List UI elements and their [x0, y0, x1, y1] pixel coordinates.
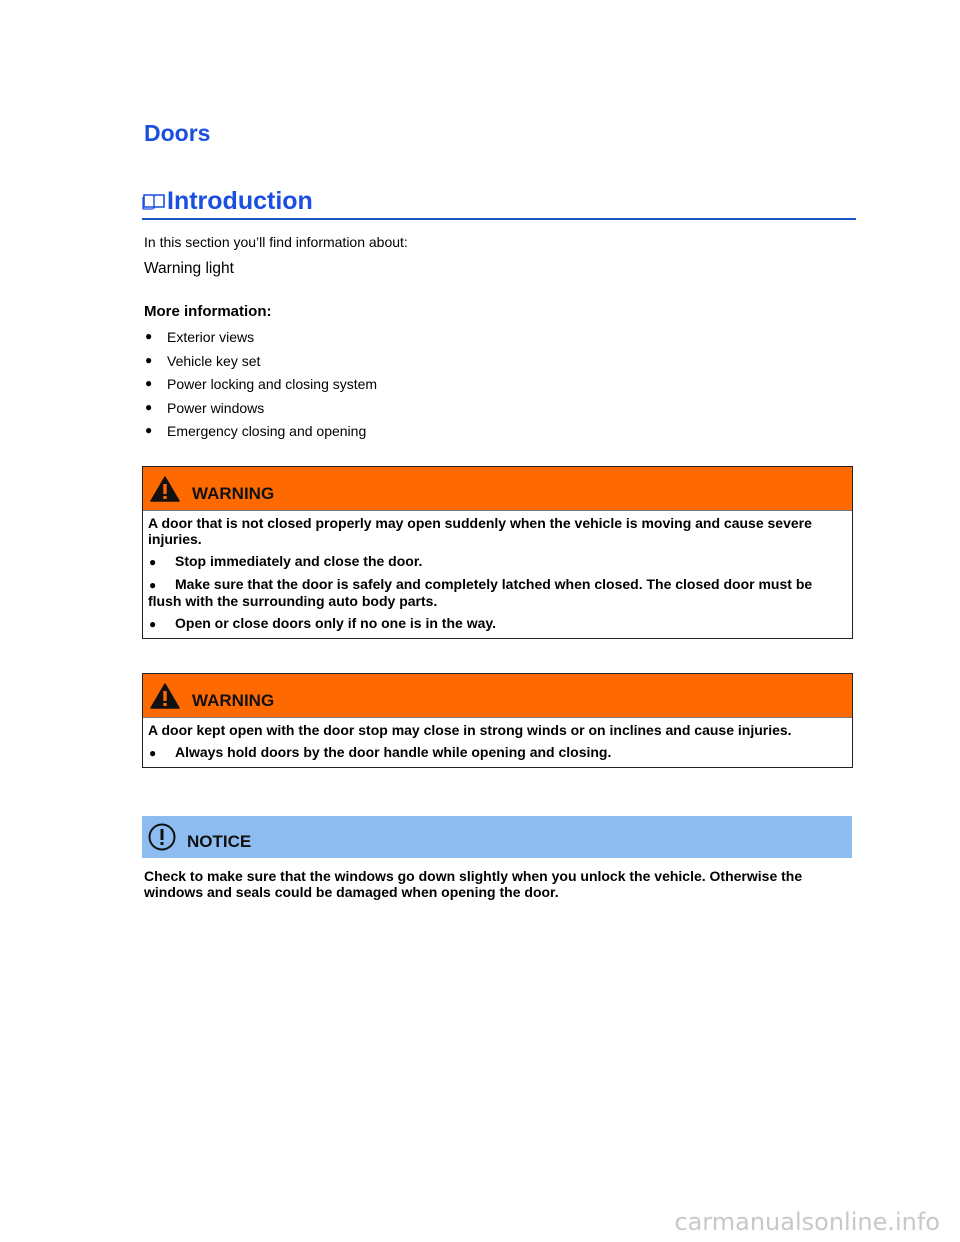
more-information-heading: More information: — [144, 303, 272, 320]
intro-text: In this section you’ll find information about: — [144, 234, 408, 250]
list-item-label: Power locking and closing system — [167, 376, 378, 392]
warning-bullet: ● Make sure that the door is safely and completely latched when closed. The closed door must be flush with the surrounding auto body parts. — [148, 576, 813, 609]
more-information-list — [144, 329, 377, 447]
notice-box — [142, 816, 852, 900]
warning-body — [143, 718, 852, 767]
bullet-icon: ● — [145, 329, 153, 343]
warning-light-link[interactable]: Warning light — [144, 260, 234, 277]
warning-bullet: ● Always hold doors by the door handle while opening and closing. — [149, 744, 612, 760]
warning-text: A door kept open with the door stop may close in strong winds or on inclines and cause injuries. — [148, 722, 792, 738]
notice-exclamation-icon — [147, 822, 177, 852]
bullet-icon: ● — [145, 423, 153, 437]
bullet-icon: ● — [145, 352, 153, 367]
notice-header — [142, 816, 852, 858]
bullet-icon: ● — [145, 399, 153, 414]
list-item-label: Vehicle key set — [167, 352, 261, 369]
list-item[interactable] — [144, 423, 377, 447]
section-title: Introduction — [167, 187, 313, 215]
bullet-icon: ● — [149, 617, 157, 631]
warning-bullet: ● Open or close doors only if no one is in the way. — [149, 615, 497, 631]
watermark: carmanualsonline.info — [674, 1208, 940, 1236]
book-icon — [142, 191, 166, 211]
warning-triangle-icon — [150, 476, 180, 502]
notice-label: NOTICE — [187, 831, 252, 851]
warning-header — [143, 467, 852, 511]
warning-triangle-icon — [150, 683, 180, 709]
bullet-icon: ● — [149, 578, 157, 592]
warning-box-door-not-closed — [142, 466, 853, 639]
notice-text: Check to make sure that the windows go down slightly when you unlock the vehicle. Otherwise the windows and seals could be damaged when opening the door. — [144, 868, 803, 900]
warning-box-door-stop — [142, 673, 853, 768]
list-item[interactable] — [144, 353, 377, 377]
warning-label: WARNING — [192, 483, 275, 503]
list-item-label: Exterior views — [167, 329, 255, 345]
bullet-icon: ● — [149, 555, 157, 569]
list-item[interactable] — [144, 329, 377, 353]
warning-bullet: ● Stop immediately and close the door. — [149, 553, 423, 569]
bullet-icon: ● — [149, 746, 157, 760]
bullet-icon: ● — [145, 376, 153, 390]
warning-label: WARNING — [192, 690, 275, 710]
list-item[interactable] — [144, 400, 377, 424]
list-item[interactable] — [144, 376, 377, 400]
section-header — [142, 186, 856, 220]
list-item-label: Power windows — [167, 399, 265, 416]
page-title: Doors — [144, 120, 211, 146]
list-item-label: Emergency closing and opening — [167, 423, 367, 439]
warning-body — [143, 511, 852, 638]
warning-header — [143, 674, 852, 718]
warning-text: A door that is not closed properly may open suddenly when the vehicle is moving and cause severe injuries. — [148, 515, 812, 547]
